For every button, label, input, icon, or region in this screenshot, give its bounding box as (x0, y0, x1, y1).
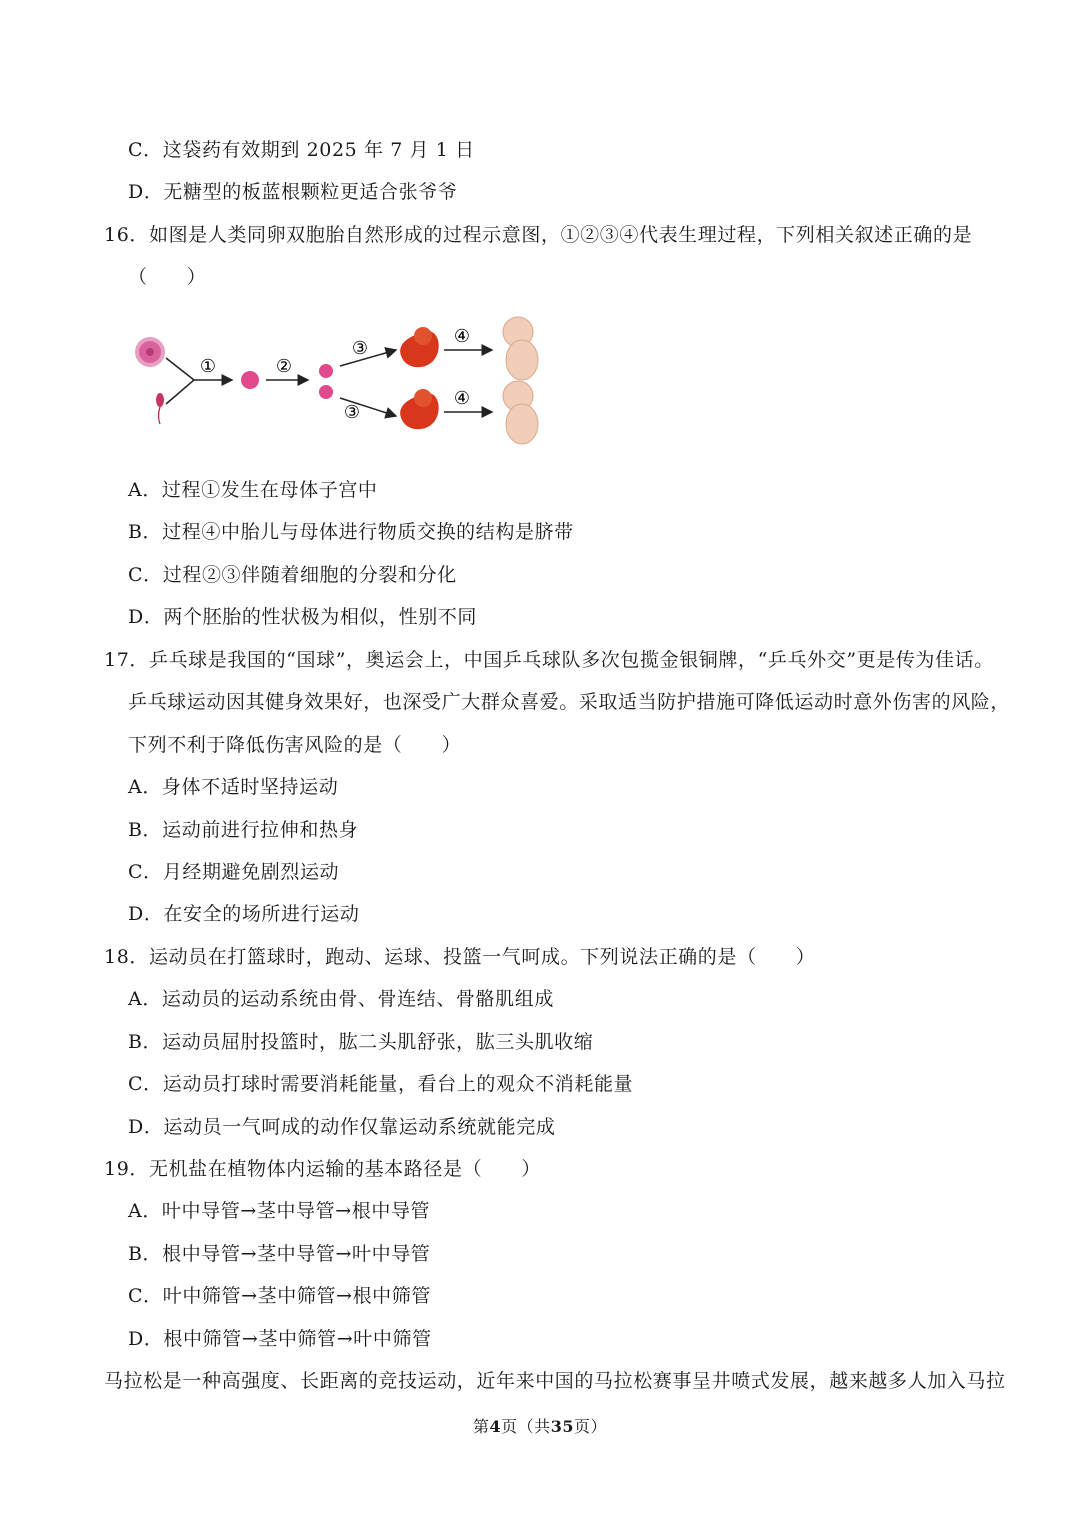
label-1: ① (199, 356, 217, 377)
q16-option-a: A．过程①发生在母体子宫中 (128, 479, 378, 501)
q16-option-b: B．过程④中胎儿与母体进行物质交换的结构是脐带 (128, 521, 574, 543)
q16-stem: 16．如图是人类同卵双胞胎自然形成的过程示意图，①②③④代表生理过程，下列相关叙述正确的是 (104, 224, 973, 246)
q18-option-b: B．运动员屈肘投篮时，肱二头肌舒张，肱三头肌收缩 (128, 1031, 594, 1053)
q15-option-d: D．无糖型的板蓝根颗粒更适合张爷爷 (128, 181, 458, 203)
total-pages: 35 (550, 1417, 574, 1436)
cell-bottom-icon (319, 385, 333, 399)
q17-option-c: C．月经期避免剧烈运动 (128, 861, 340, 883)
footer-suffix: 页） (573, 1417, 607, 1436)
label-4-top: ④ (453, 326, 471, 347)
label-2: ② (275, 356, 293, 377)
embryo-top-icon (400, 327, 439, 367)
q17-stem-line1: 17．乒乓球是我国的“国球”，奥运会上，中国乒乓球队多次包揽金银铜牌，“乒乓外交”更是传为佳话。 (104, 649, 994, 671)
label-3-bottom: ③ (343, 402, 361, 423)
q18-option-a: A．运动员的运动系统由骨、骨连结、骨骼肌组成 (128, 988, 554, 1010)
q16-answer-bracket: （ ） (128, 266, 207, 288)
q16-option-d: D．两个胚胎的性状极为相似，性别不同 (128, 606, 478, 628)
page-number: 4 (489, 1417, 502, 1436)
q19-option-c: C．叶中筛管→茎中筛管→根中筛管 (128, 1285, 431, 1307)
footer-prefix: 第 (473, 1417, 490, 1436)
embryo-bottom-icon (400, 389, 439, 429)
q19-stem: 19．无机盐在植物体内运输的基本路径是（ ） (104, 1158, 541, 1180)
sperm-cell-icon (156, 393, 164, 424)
label-4-bottom: ④ (453, 388, 471, 409)
twin-formation-diagram (122, 308, 552, 460)
q17-option-d: D．在安全的场所进行运动 (128, 903, 360, 925)
q17-option-a: A．身体不适时坚持运动 (128, 776, 339, 798)
footer-mid: 页（共 (501, 1417, 551, 1436)
q17-option-b: B．运动前进行拉伸和热身 (128, 819, 359, 841)
zygote-icon (241, 371, 259, 389)
q19-option-b: B．根中导管→茎中导管→叶中导管 (128, 1243, 431, 1265)
page-footer (0, 1416, 1080, 1438)
q19-option-d: D．根中筛管→茎中筛管→叶中筛管 (128, 1328, 432, 1350)
q18-option-d: D．运动员一气呵成的动作仅靠运动系统就能完成 (128, 1116, 556, 1138)
q18-stem: 18．运动员在打篮球时，跑动、运球、投篮一气呵成。下列说法正确的是（ ） (104, 946, 816, 968)
marathon-passage: 马拉松是一种高强度、长距离的竞技运动，近年来中国的马拉松赛事呈井喷式发展，越来越多人加入马拉 (104, 1370, 1006, 1392)
fetus-bottom-icon (503, 381, 538, 444)
cell-top-icon (319, 364, 333, 378)
fetus-top-icon (503, 317, 538, 380)
q19-option-a: A．叶中导管→茎中导管→根中导管 (128, 1200, 431, 1222)
q16-option-c: C．过程②③伴随着细胞的分裂和分化 (128, 564, 457, 586)
egg-cell-icon (135, 337, 165, 367)
q17-stem-line2: 乒乓球运动因其健身效果好，也深受广大群众喜爱。采取适当防护措施可降低运动时意外伤害的风险， (128, 691, 1011, 713)
label-3-top: ③ (351, 338, 369, 359)
q18-option-c: C．运动员打球时需要消耗能量，看台上的观众不消耗能量 (128, 1073, 634, 1095)
q17-stem-line3: 下列不利于降低伤害风险的是（ ） (128, 734, 462, 756)
converge-line-bottom (166, 380, 194, 404)
q15-option-c: C．这袋药有效期到 2025 年 7 月 1 日 (128, 139, 475, 161)
converge-line-top (166, 358, 194, 380)
